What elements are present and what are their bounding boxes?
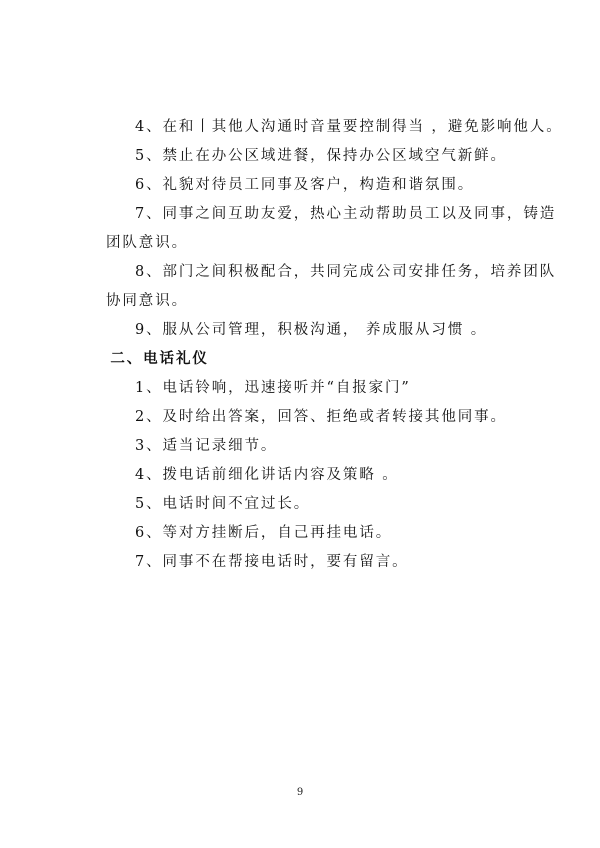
phone-item-3: 3、适当记录细节。 [135, 438, 278, 454]
phone-item-4: 4、拨电话前细化讲话内容及策略 。 [135, 467, 399, 483]
phone-item-6: 6、等对方挂断后，自己再挂电话。 [135, 525, 393, 541]
rule-item-4: 4、在和丨其他人沟通时音量要控制得当 ，避免影响他人。 [135, 119, 563, 135]
document-body [106, 113, 563, 577]
rule-item-7-line2: 团队意识。 [106, 235, 188, 251]
phone-item-7: 7、同事不在帮接电话时，要有留言。 [135, 554, 409, 570]
rule-item-7 [106, 200, 557, 258]
rule-item-8-line2: 协同意识。 [106, 293, 188, 309]
phone-item-1: 1、电话铃响，迅速接听并“自报家门” [135, 380, 411, 396]
rule-item-5: 5、禁止在办公区域进餐，保持办公区域空气新鲜。 [135, 148, 507, 164]
rule-item-8 [106, 258, 557, 316]
section-heading-phone-etiquette: 二、电话礼仪 [110, 351, 209, 367]
rule-item-7-line1: 7、同事之间互助友爱，热心主动帮助员工以及同事，铸造 [135, 206, 557, 222]
rule-item-8-line1: 8、部门之间积极配合，共同完成公司安排任务，培养团队 [135, 264, 557, 280]
page-number: 9 [296, 787, 304, 798]
rule-item-9: 9、服从公司管理，积极沟通， 养成服从习惯 。 [135, 322, 488, 338]
phone-item-5: 5、电话时间不宜过长。 [135, 496, 311, 512]
phone-item-2: 2、及时给出答案，回答、拒绝或者转接其他同事。 [135, 409, 507, 425]
rule-item-6: 6、礼貌对待员工同事及客户，构造和谐氛围。 [135, 177, 475, 193]
